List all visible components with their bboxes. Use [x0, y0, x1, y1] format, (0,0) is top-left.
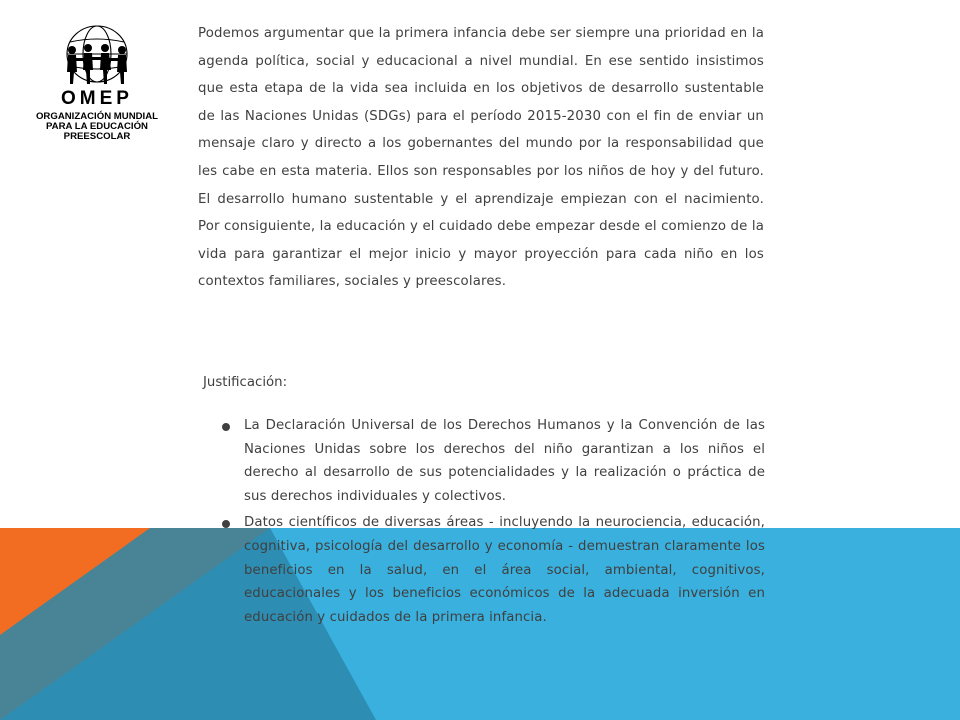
justification-list [220, 414, 765, 629]
list-item [220, 414, 765, 508]
list-item [220, 511, 765, 629]
globe-with-children-icon [32, 20, 162, 90]
bullet-icon [222, 423, 230, 431]
logo-title: OMEP [61, 88, 133, 109]
bullet-icon [222, 520, 230, 528]
list-item-text: La Declaración Universal de los Derechos Humanos y la Convención de las Naciones Unidas sobre los derechos del niño garantizan a los niños el derecho al desarrollo de sus potencialidades y la realización o práctica de sus derechos individuales y colectivos. [244, 418, 765, 504]
justification-heading: Justificación: [203, 375, 288, 390]
logo-subtitle [32, 112, 162, 142]
logo-subtitle-line: ORGANIZACIÓN MUNDIAL [35, 111, 159, 122]
list-item-text: Datos científicos de diversas áreas - incluyendo la neurociencia, educación, cognitiva, psicología del desarrollo y economía - demuestran claramente los beneficios en la salud, en el área social, ambiental, cognitivos, educacionales y los beneficios económicos de la adecuada inversión en educación y cuidados de la primera infancia. [244, 515, 765, 625]
omep-logo [32, 20, 162, 150]
intro-paragraph: Podemos argumentar que la primera infancia debe ser siempre una prioridad en la agenda política, social y educacional a nivel mundial. En ese sentido insistimos que esta etapa de la vida sea incluida en los objetivos de desarrollo sustentable de las Naciones Unidas (SDGs) para el período 2015-2030 con el fin de enviar un mensaje claro y directo a los gobernantes del mundo por la responsabilidad que les cabe en esta materia. Ellos son responsables por los niños de hoy y del futuro. El desarrollo humano sustentable y el aprendizaje empiezan con el nacimiento. Por consiguiente, la educación y el cuidado debe empezar desde el comienzo de la vida para garantizar el mejor inicio y mayor proyección para cada niño en los contextos familiares, sociales y preescolares. [198, 26, 764, 290]
logo-subtitle-line: PREESCOLAR [63, 131, 131, 142]
logo-subtitle-line: PARA LA EDUCACIÓN [46, 121, 148, 132]
